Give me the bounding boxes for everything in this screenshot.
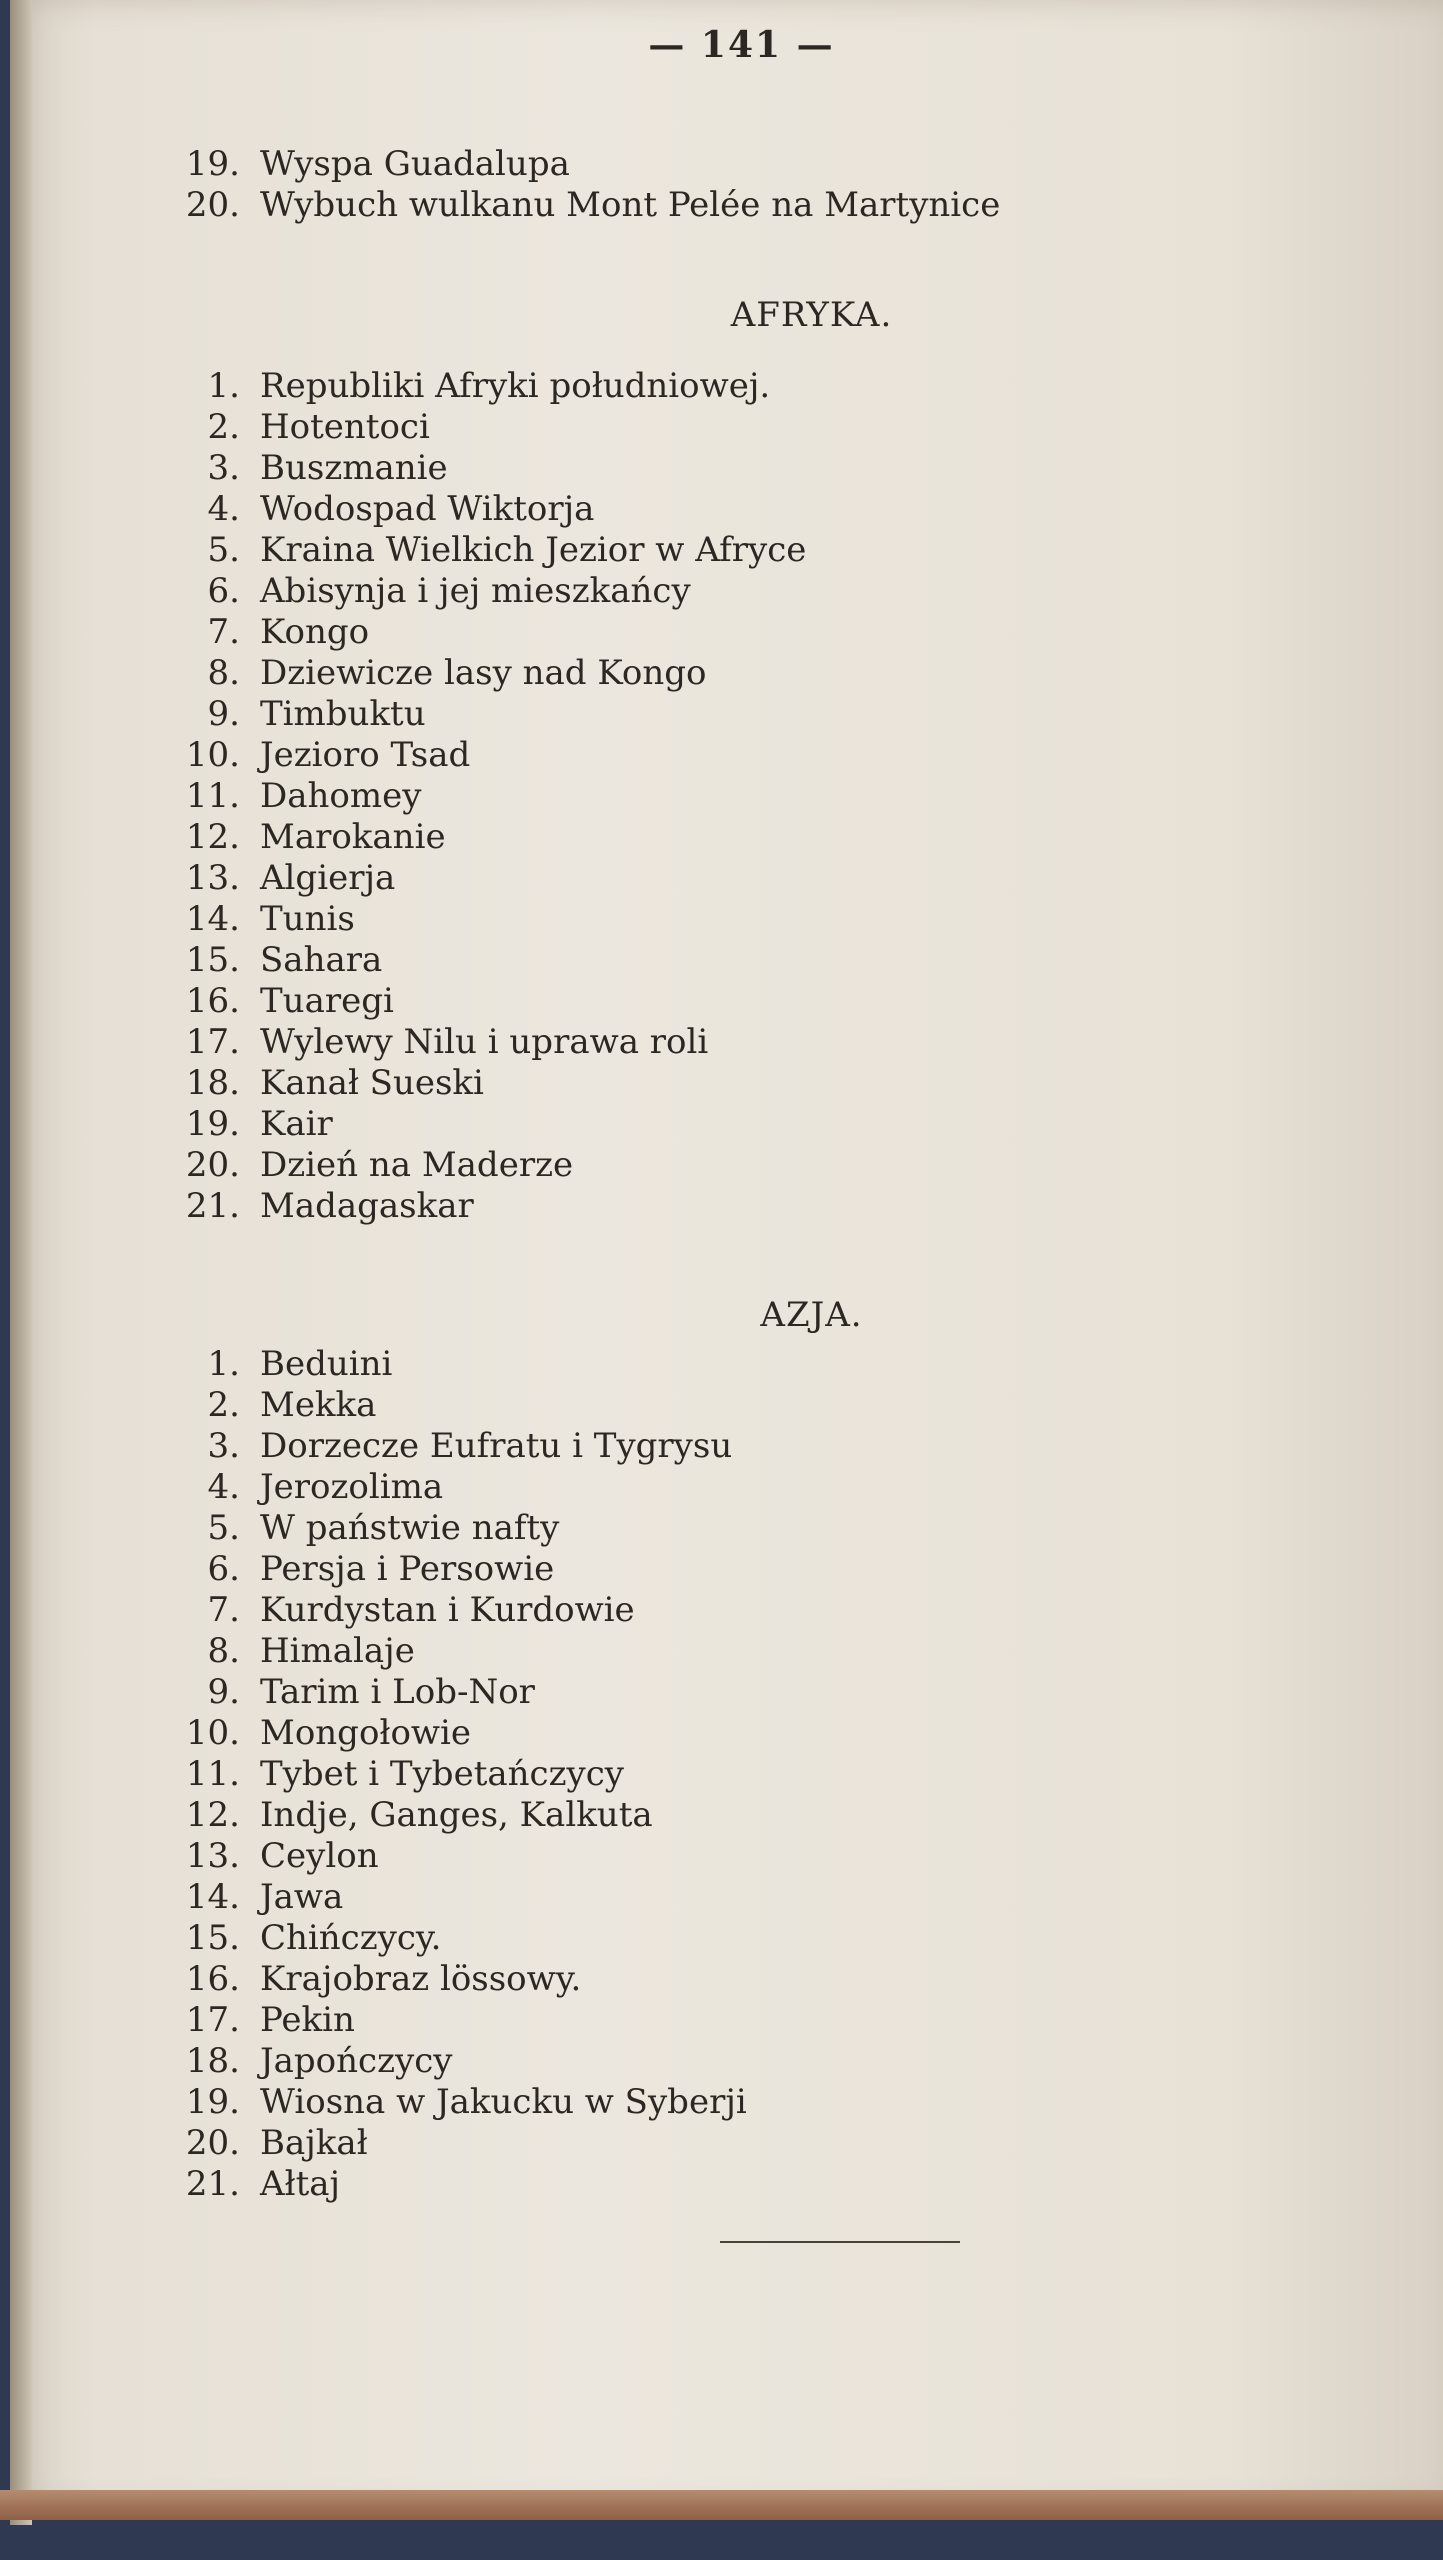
leader-dots xyxy=(573,1508,1420,1549)
item-title: Kongo xyxy=(260,612,370,652)
leader-dots xyxy=(484,735,1420,776)
item-title: Wylewy Nilu i uprawa roli xyxy=(260,1022,709,1062)
item-title: Wodospad Wiktorja xyxy=(260,489,595,529)
item-title: Buszmanie xyxy=(260,448,448,488)
leader-dots xyxy=(667,1795,1420,1836)
list-item xyxy=(150,366,1420,407)
list-item xyxy=(150,1549,1420,1590)
item-title: Dorzecze Eufratu i Tygrysu xyxy=(260,1426,733,1466)
leader-dots xyxy=(568,1549,1420,1590)
list-item xyxy=(150,1508,1420,1549)
item-title: Kurdystan i Kurdowie xyxy=(260,1590,635,1630)
list-item xyxy=(150,981,1420,1022)
item-title: Himalaje xyxy=(260,1631,415,1671)
item-number: 1. xyxy=(207,1344,240,1384)
item-number: 19. xyxy=(185,2082,240,2122)
list-item xyxy=(150,2000,1420,2041)
item-number: 21. xyxy=(185,2164,240,2204)
item-number: 3. xyxy=(207,1426,240,1466)
leader-dots xyxy=(369,899,1420,940)
list-item xyxy=(150,530,1420,571)
item-number: 15. xyxy=(185,1918,240,1958)
list-item xyxy=(150,940,1420,981)
leader-dots xyxy=(390,1385,1420,1426)
leader-dots xyxy=(761,2082,1420,2123)
list-item xyxy=(150,1022,1420,1063)
leader-dots xyxy=(457,1467,1420,1508)
item-number: 16. xyxy=(185,981,240,1021)
africa-list xyxy=(150,366,1420,1227)
item-number: 13. xyxy=(185,858,240,898)
item-number: 12. xyxy=(185,1795,240,1835)
item-title: Madagaskar xyxy=(260,1186,474,1226)
list-item xyxy=(150,1467,1420,1508)
item-number: 21. xyxy=(185,1186,240,1226)
leader-dots xyxy=(347,1104,1420,1145)
list-item xyxy=(150,144,1420,185)
item-number: 18. xyxy=(185,2041,240,2081)
leader-dots xyxy=(396,940,1420,981)
item-title: Indje, Ganges, Kalkuta xyxy=(260,1795,653,1835)
item-title: W państwie nafty xyxy=(260,1508,560,1548)
item-title: Marokanie xyxy=(260,817,446,857)
item-title: Dzień na Maderze xyxy=(260,1145,574,1185)
item-number: 20. xyxy=(185,1145,240,1185)
leader-dots xyxy=(357,1877,1420,1918)
section-heading-asia: AZJA. xyxy=(760,1295,863,1335)
list-item xyxy=(150,1186,1420,1227)
item-number: 1. xyxy=(207,366,240,406)
item-title: Tunis xyxy=(260,899,355,939)
leader-dots xyxy=(354,2164,1420,2205)
list-item xyxy=(150,1145,1420,1186)
item-title: Jezioro Tsad xyxy=(260,735,471,775)
item-number: 17. xyxy=(185,1022,240,1062)
item-number: 10. xyxy=(185,1713,240,1753)
list-item xyxy=(150,735,1420,776)
item-title: Hotentoci xyxy=(260,407,430,447)
list-item xyxy=(150,1344,1420,1385)
item-number: 16. xyxy=(185,1959,240,1999)
leader-dots xyxy=(440,694,1420,735)
item-number: 18. xyxy=(185,1063,240,1103)
item-number: 2. xyxy=(207,1385,240,1425)
list-item xyxy=(150,653,1420,694)
item-title: Tuaregi xyxy=(260,981,394,1021)
item-title: Dahomey xyxy=(260,776,422,816)
list-item xyxy=(150,2164,1420,2205)
leader-dots xyxy=(784,366,1420,407)
item-title: Kraina Wielkich Jezior w Afryce xyxy=(260,530,807,570)
item-number: 5. xyxy=(207,530,240,570)
leader-dots xyxy=(462,448,1420,489)
leader-dots xyxy=(720,653,1420,694)
leader-dots xyxy=(444,407,1420,448)
leader-dots xyxy=(383,612,1420,653)
item-number: 9. xyxy=(207,1672,240,1712)
item-title: Bajkał xyxy=(260,2123,368,2163)
item-number: 12. xyxy=(185,817,240,857)
list-item xyxy=(150,817,1420,858)
list-item xyxy=(150,1754,1420,1795)
list-item xyxy=(150,1104,1420,1145)
item-title: Mongołowie xyxy=(260,1713,472,1753)
list-item xyxy=(150,1063,1420,1104)
item-title: Wybuch wulkanu Mont Pelée na Martynice xyxy=(260,185,1001,225)
list-item xyxy=(150,1918,1420,1959)
leader-dots xyxy=(393,1836,1420,1877)
list-item xyxy=(150,1836,1420,1877)
leader-dots xyxy=(435,776,1420,817)
list-item xyxy=(150,1713,1420,1754)
item-title: Krajobraz lössowy. xyxy=(260,1959,582,1999)
leader-dots xyxy=(485,1713,1420,1754)
item-number: 17. xyxy=(185,2000,240,2040)
list-item xyxy=(150,571,1420,612)
item-title: Sahara xyxy=(260,940,383,980)
book-cover-edge xyxy=(0,2490,1443,2520)
list-item xyxy=(150,612,1420,653)
list-item xyxy=(150,1385,1420,1426)
item-number: 3. xyxy=(207,448,240,488)
item-number: 11. xyxy=(185,776,240,816)
leader-dots xyxy=(406,1344,1420,1385)
item-title: Tarim i Lob-Nor xyxy=(260,1672,535,1712)
item-number: 2. xyxy=(207,407,240,447)
item-title: Jerozolima xyxy=(260,1467,444,1507)
item-number: 7. xyxy=(207,612,240,652)
item-number: 4. xyxy=(207,489,240,529)
list-item xyxy=(150,694,1420,735)
leader-dots xyxy=(820,530,1420,571)
leader-dots xyxy=(429,1631,1420,1672)
item-number: 14. xyxy=(185,899,240,939)
leader-dots xyxy=(460,817,1420,858)
leader-dots xyxy=(382,2123,1420,2164)
item-title: Persja i Persowie xyxy=(260,1549,555,1589)
list-item xyxy=(150,448,1420,489)
item-title: Mekka xyxy=(260,1385,377,1425)
item-title: Dziewicze lasy nad Kongo xyxy=(260,653,707,693)
item-title: Wiosna w Jakucku w Syberji xyxy=(260,2082,747,2122)
item-title: Pekin xyxy=(260,2000,355,2040)
list-item xyxy=(150,407,1420,448)
leader-dots xyxy=(488,1186,1420,1227)
item-number: 20. xyxy=(185,185,240,225)
item-title: Chińczycy. xyxy=(260,1918,442,1958)
page-number: — 141 — xyxy=(648,24,835,66)
list-item xyxy=(150,1959,1420,2000)
list-item xyxy=(150,2082,1420,2123)
leader-dots xyxy=(549,1672,1420,1713)
item-number: 11. xyxy=(185,1754,240,1794)
item-title: Kair xyxy=(260,1104,333,1144)
item-number: 8. xyxy=(207,653,240,693)
list-item xyxy=(150,1672,1420,1713)
list-item xyxy=(150,2123,1420,2164)
list-item xyxy=(150,2041,1420,2082)
list-item xyxy=(150,489,1420,530)
item-number: 19. xyxy=(185,144,240,184)
list-item xyxy=(150,858,1420,899)
item-title: Wyspa Guadalupa xyxy=(260,144,570,184)
list-item xyxy=(150,1795,1420,1836)
leader-dots xyxy=(408,981,1420,1022)
leader-dots xyxy=(595,1959,1420,2000)
list-item xyxy=(150,185,1420,226)
item-title: Kanał Sueski xyxy=(260,1063,484,1103)
item-number: 20. xyxy=(185,2123,240,2163)
item-number: 13. xyxy=(185,1836,240,1876)
leader-dots xyxy=(746,1426,1420,1467)
item-title: Timbuktu xyxy=(260,694,426,734)
leader-dots xyxy=(369,2000,1420,2041)
item-number: 15. xyxy=(185,940,240,980)
item-number: 10. xyxy=(185,735,240,775)
item-number: 14. xyxy=(185,1877,240,1917)
list-item xyxy=(150,1426,1420,1467)
leader-dots xyxy=(722,1022,1420,1063)
leader-dots xyxy=(455,1918,1420,1959)
item-number: 19. xyxy=(185,1104,240,1144)
leader-dots xyxy=(587,1145,1420,1186)
page-spine-shadow xyxy=(10,0,32,2525)
item-number: 7. xyxy=(207,1590,240,1630)
list-item xyxy=(150,1877,1420,1918)
item-title: Republiki Afryki południowej. xyxy=(260,366,771,406)
item-title: Beduini xyxy=(260,1344,393,1384)
list-item xyxy=(150,776,1420,817)
list-item xyxy=(150,899,1420,940)
leader-dots xyxy=(409,858,1420,899)
leader-dots xyxy=(705,571,1420,612)
item-title: Algierja xyxy=(260,858,396,898)
item-title: Ałtaj xyxy=(260,2164,341,2204)
item-title: Ceylon xyxy=(260,1836,379,1876)
continued-list xyxy=(150,144,1420,226)
item-title: Abisynja i jej mieszkańcy xyxy=(260,571,691,611)
asia-list xyxy=(150,1344,1420,2205)
item-title: Jawa xyxy=(260,1877,344,1917)
item-number: 4. xyxy=(207,1467,240,1507)
item-title: Japończycy xyxy=(260,2041,453,2081)
list-item xyxy=(150,1590,1420,1631)
item-title: Tybet i Tybetańczycy xyxy=(260,1754,624,1794)
list-item xyxy=(150,1631,1420,1672)
item-number: 6. xyxy=(207,571,240,611)
item-number: 9. xyxy=(207,694,240,734)
leader-dots xyxy=(498,1063,1420,1104)
leader-dots xyxy=(608,489,1420,530)
leader-dots xyxy=(638,1754,1420,1795)
section-heading-africa: AFRYKA. xyxy=(730,295,893,335)
leader-dots xyxy=(466,2041,1420,2082)
item-number: 8. xyxy=(207,1631,240,1671)
item-number: 6. xyxy=(207,1549,240,1589)
item-number: 5. xyxy=(207,1508,240,1548)
end-rule xyxy=(720,2241,960,2243)
leader-dots xyxy=(649,1590,1420,1631)
